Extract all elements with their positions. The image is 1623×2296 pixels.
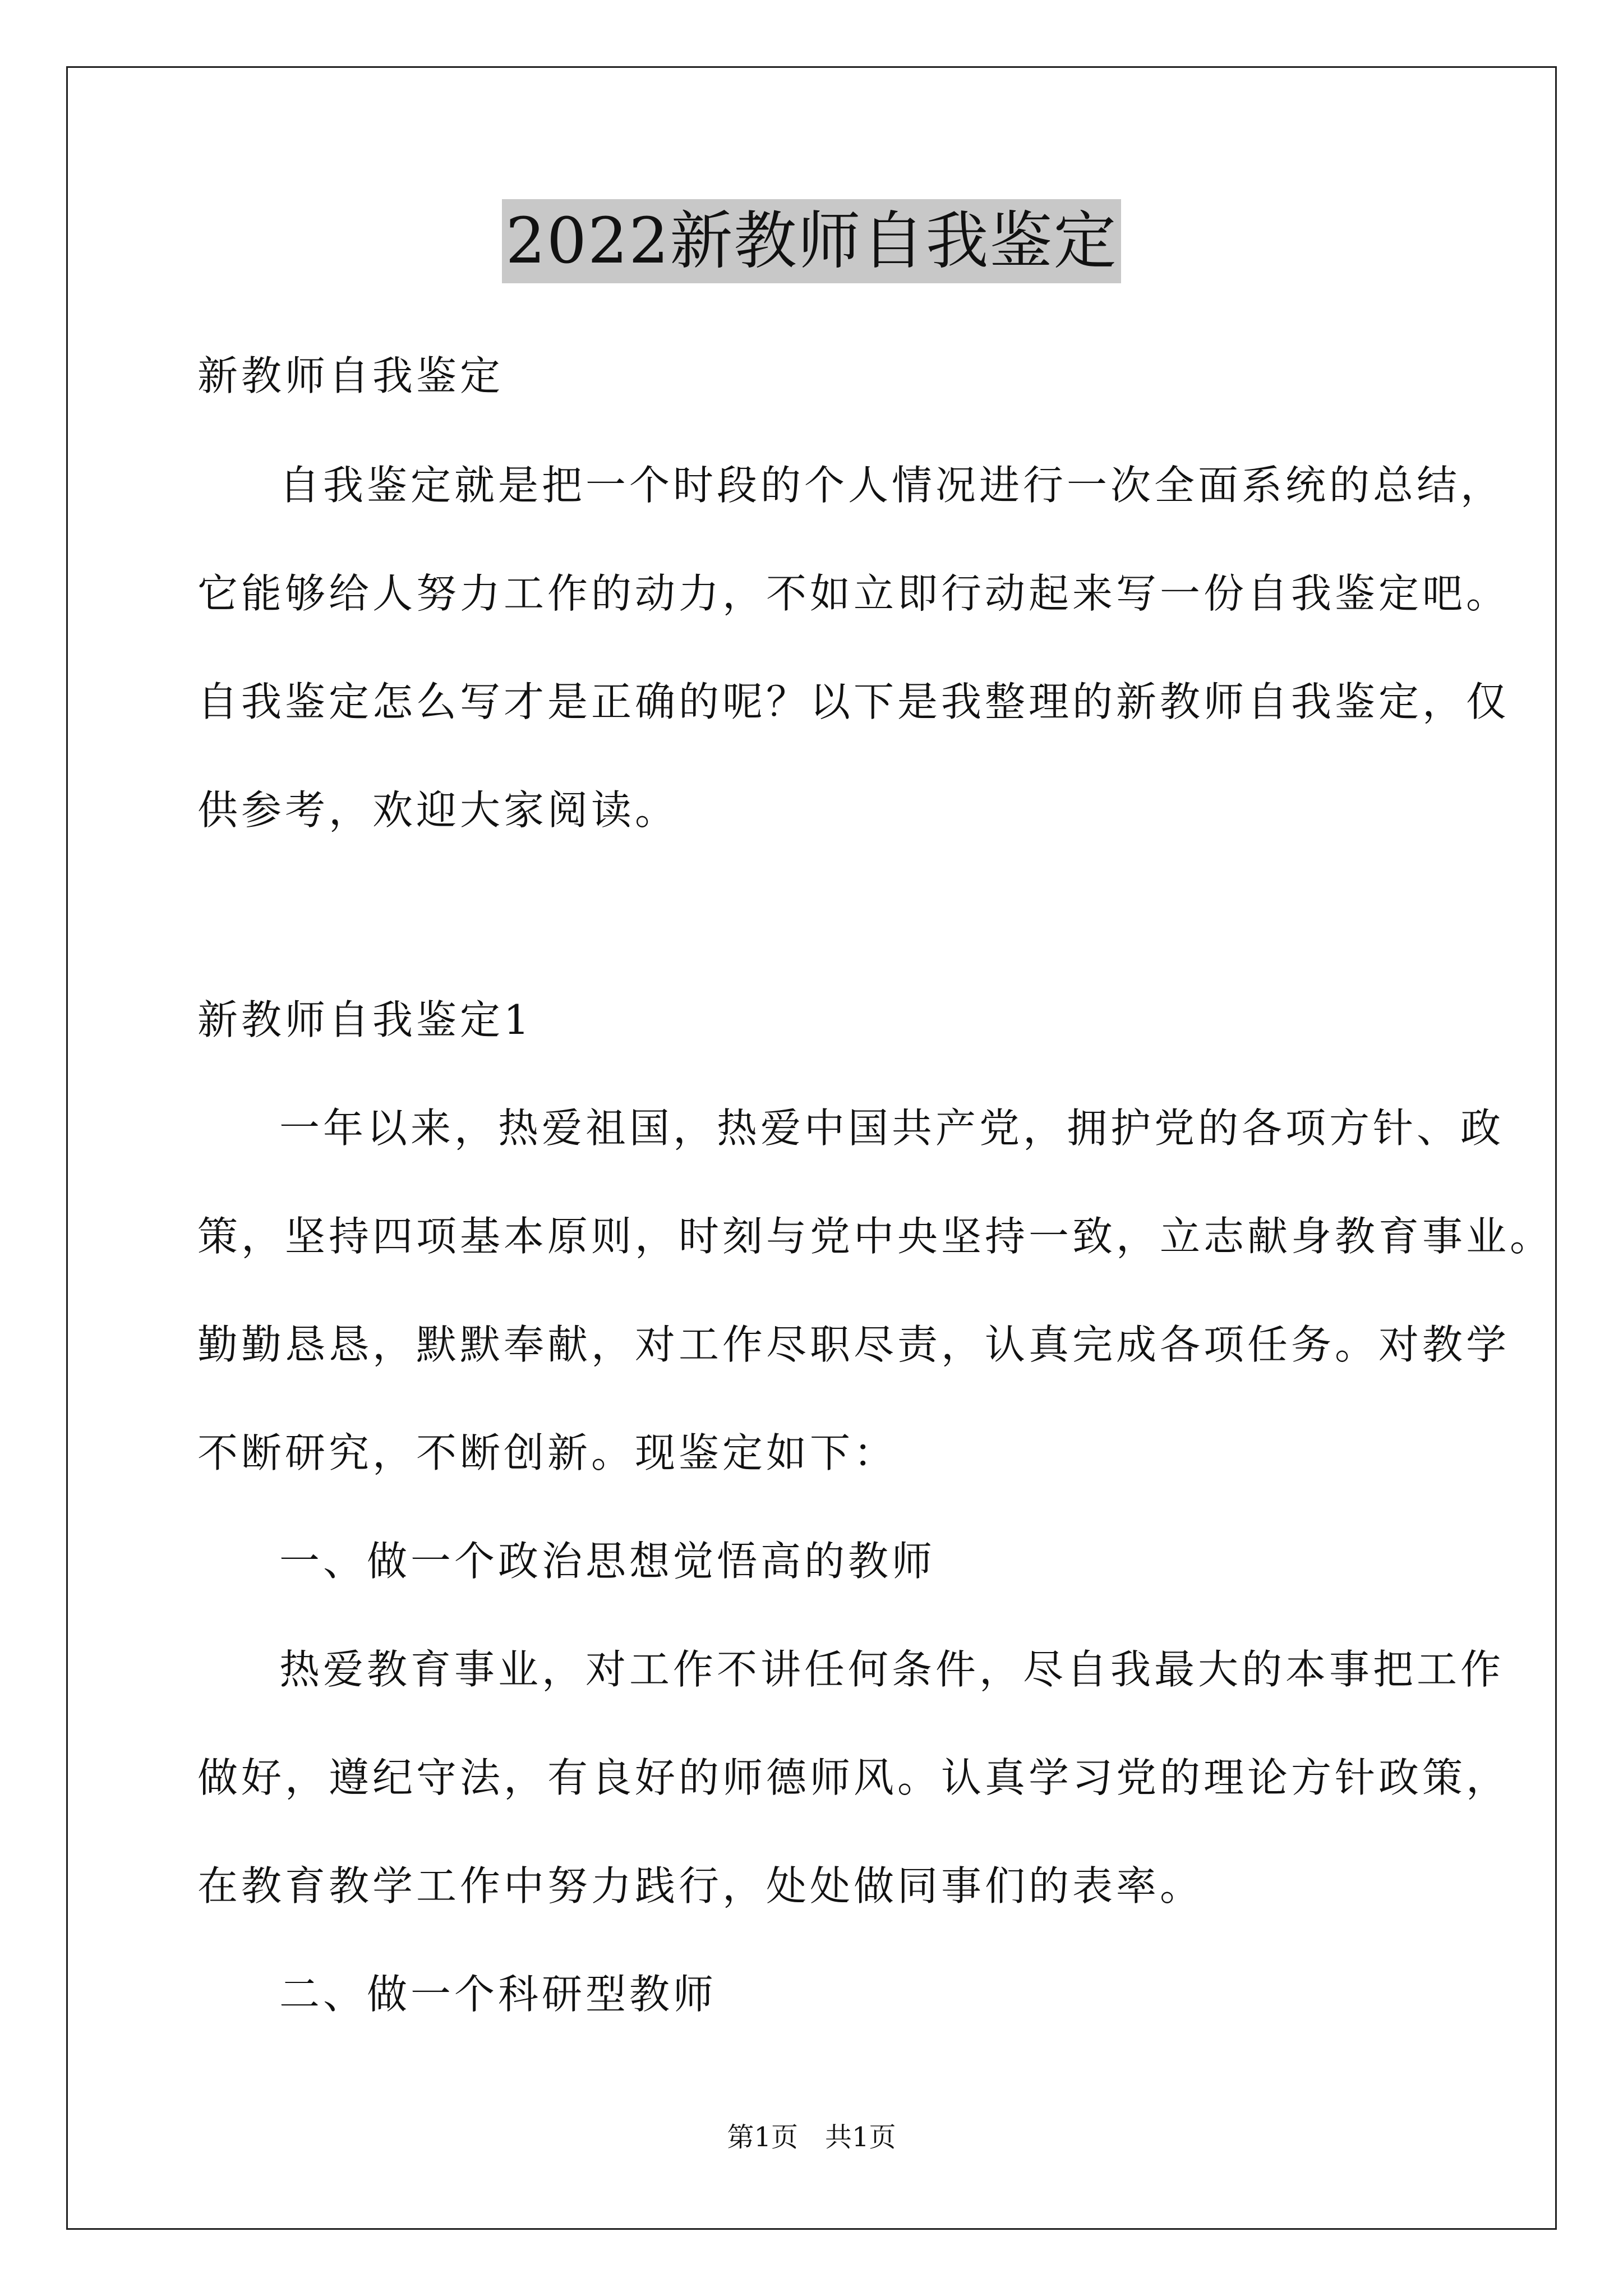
- title-container: [0, 199, 1623, 283]
- subsection-heading: 二、做一个科研型教师: [279, 1971, 717, 2018]
- intro-heading: 新教师自我鉴定: [197, 352, 504, 399]
- paragraph-line: 自我鉴定就是把一个时段的个人情况进行一次全面系统的总结，: [279, 462, 1505, 509]
- paragraph-line: 供参考，欢迎大家阅读。: [197, 786, 679, 834]
- section-heading: 新教师自我鉴定1: [197, 996, 533, 1043]
- paragraph-line: 它能够给人努力工作的动力，不如立即行动起来写一份自我鉴定吧。: [197, 570, 1510, 617]
- paragraph-line: 策，坚持四项基本原则，时刻与党中央坚持一致，立志献身教育事业。: [197, 1213, 1554, 1260]
- page-footer: 第1页 共1页: [727, 2122, 896, 2153]
- document-title: 2022新教师自我鉴定: [502, 199, 1121, 283]
- paragraph-line: 在教育教学工作中努力践行，处处做同事们的表率。: [197, 1862, 1204, 1910]
- paragraph-line: 做好，遵纪守法，有良好的师德师风。认真学习党的理论方针政策，: [197, 1754, 1510, 1801]
- subsection-heading: 一、做一个政治思想觉悟高的教师: [279, 1538, 936, 1585]
- paragraph-line: 不断研究，不断创新。现鉴定如下：: [197, 1429, 898, 1476]
- paragraph-line: 勤勤恳恳，默默奉献，对工作尽职尽责，认真完成各项任务。对教学: [197, 1321, 1510, 1368]
- paragraph-line: 自我鉴定怎么写才是正确的呢？以下是我整理的新教师自我鉴定，仅: [197, 678, 1510, 725]
- paragraph-line: 一年以来，热爱祖国，热爱中国共产党，拥护党的各项方针、政: [279, 1105, 1505, 1152]
- paragraph-line: 热爱教育事业，对工作不讲任何条件，尽自我最大的本事把工作: [279, 1646, 1505, 1693]
